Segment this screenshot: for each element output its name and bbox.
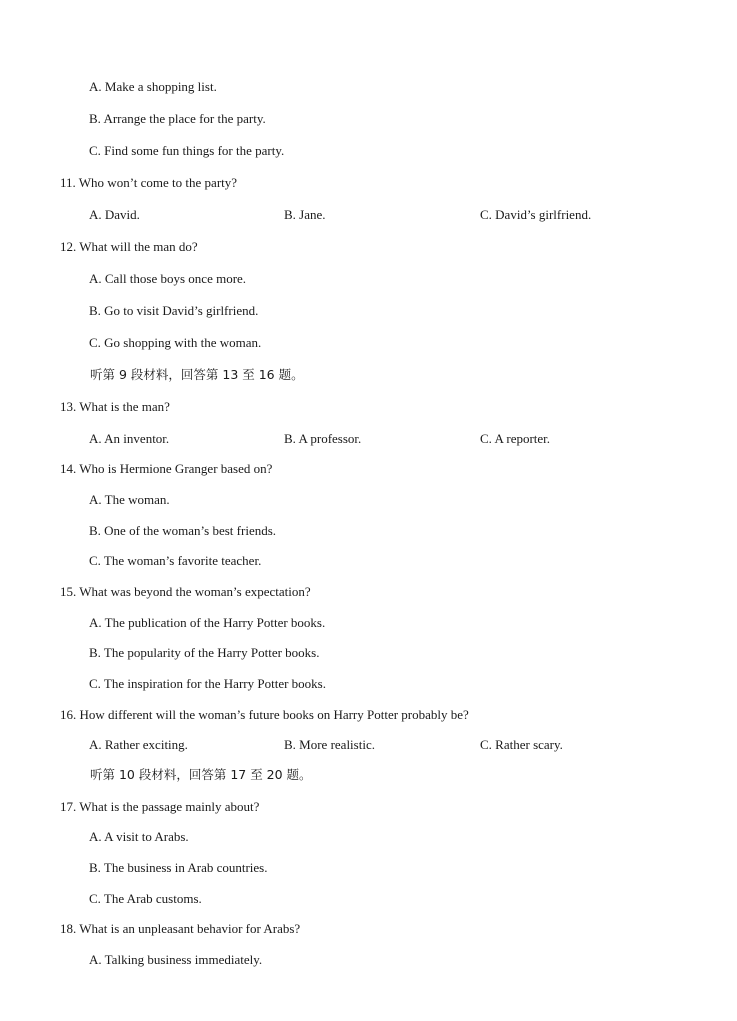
option-14-a: A. The woman.	[89, 492, 170, 507]
option-10-c: C. Find some fun things for the party.	[89, 143, 285, 158]
question-14: 14. Who is Hermione Granger based on?	[60, 461, 273, 476]
option-13-b: B. A professor.	[284, 431, 362, 446]
option-15-a: A. The publication of the Harry Potter books.	[89, 615, 326, 630]
option-10-a: A. Make a shopping list.	[89, 79, 217, 94]
option-17-b: B. The business in Arab countries.	[89, 860, 268, 875]
option-16-a: A. Rather exciting.	[89, 737, 188, 752]
option-11-c: C. David’s girlfriend.	[480, 207, 592, 222]
option-16-b: B. More realistic.	[284, 737, 375, 752]
section-header-9: 听第 9 段材料，回答第 13 至 16 题。	[90, 367, 304, 382]
option-11-b: B. Jane.	[284, 207, 326, 222]
option-12-b: B. Go to visit David’s girlfriend.	[89, 303, 259, 318]
option-16-c: C. Rather scary.	[480, 737, 563, 752]
option-17-c: C. The Arab customs.	[89, 891, 202, 906]
option-15-c: C. The inspiration for the Harry Potter books.	[89, 676, 326, 691]
option-13-c: C. A reporter.	[480, 431, 551, 446]
question-12: 12. What will the man do?	[60, 239, 198, 254]
option-18-a: A. Talking business immediately.	[89, 952, 263, 967]
section-header-10: 听第 10 段材料，回答第 17 至 20 题。	[90, 767, 312, 782]
option-12-c: C. Go shopping with the woman.	[89, 335, 262, 350]
question-16: 16. How different will the woman’s future books on Harry Potter probably be?	[60, 707, 469, 722]
option-11-a: A. David.	[89, 207, 140, 222]
question-13: 13. What is the man?	[60, 399, 170, 414]
option-17-a: A. A visit to Arabs.	[89, 829, 189, 844]
option-14-b: B. One of the woman’s best friends.	[89, 523, 277, 538]
option-14-c: C. The woman’s favorite teacher.	[89, 553, 262, 568]
question-17: 17. What is the passage mainly about?	[60, 799, 260, 814]
question-15: 15. What was beyond the woman’s expectation?	[60, 584, 311, 599]
question-18: 18. What is an unpleasant behavior for Arabs?	[60, 921, 301, 936]
option-12-a: A. Call those boys once more.	[89, 271, 247, 286]
option-13-a: A. An inventor.	[89, 431, 170, 446]
question-11: 11. Who won’t come to the party?	[60, 175, 238, 190]
option-10-b: B. Arrange the place for the party.	[89, 111, 266, 126]
option-15-b: B. The popularity of the Harry Potter books.	[89, 645, 320, 660]
